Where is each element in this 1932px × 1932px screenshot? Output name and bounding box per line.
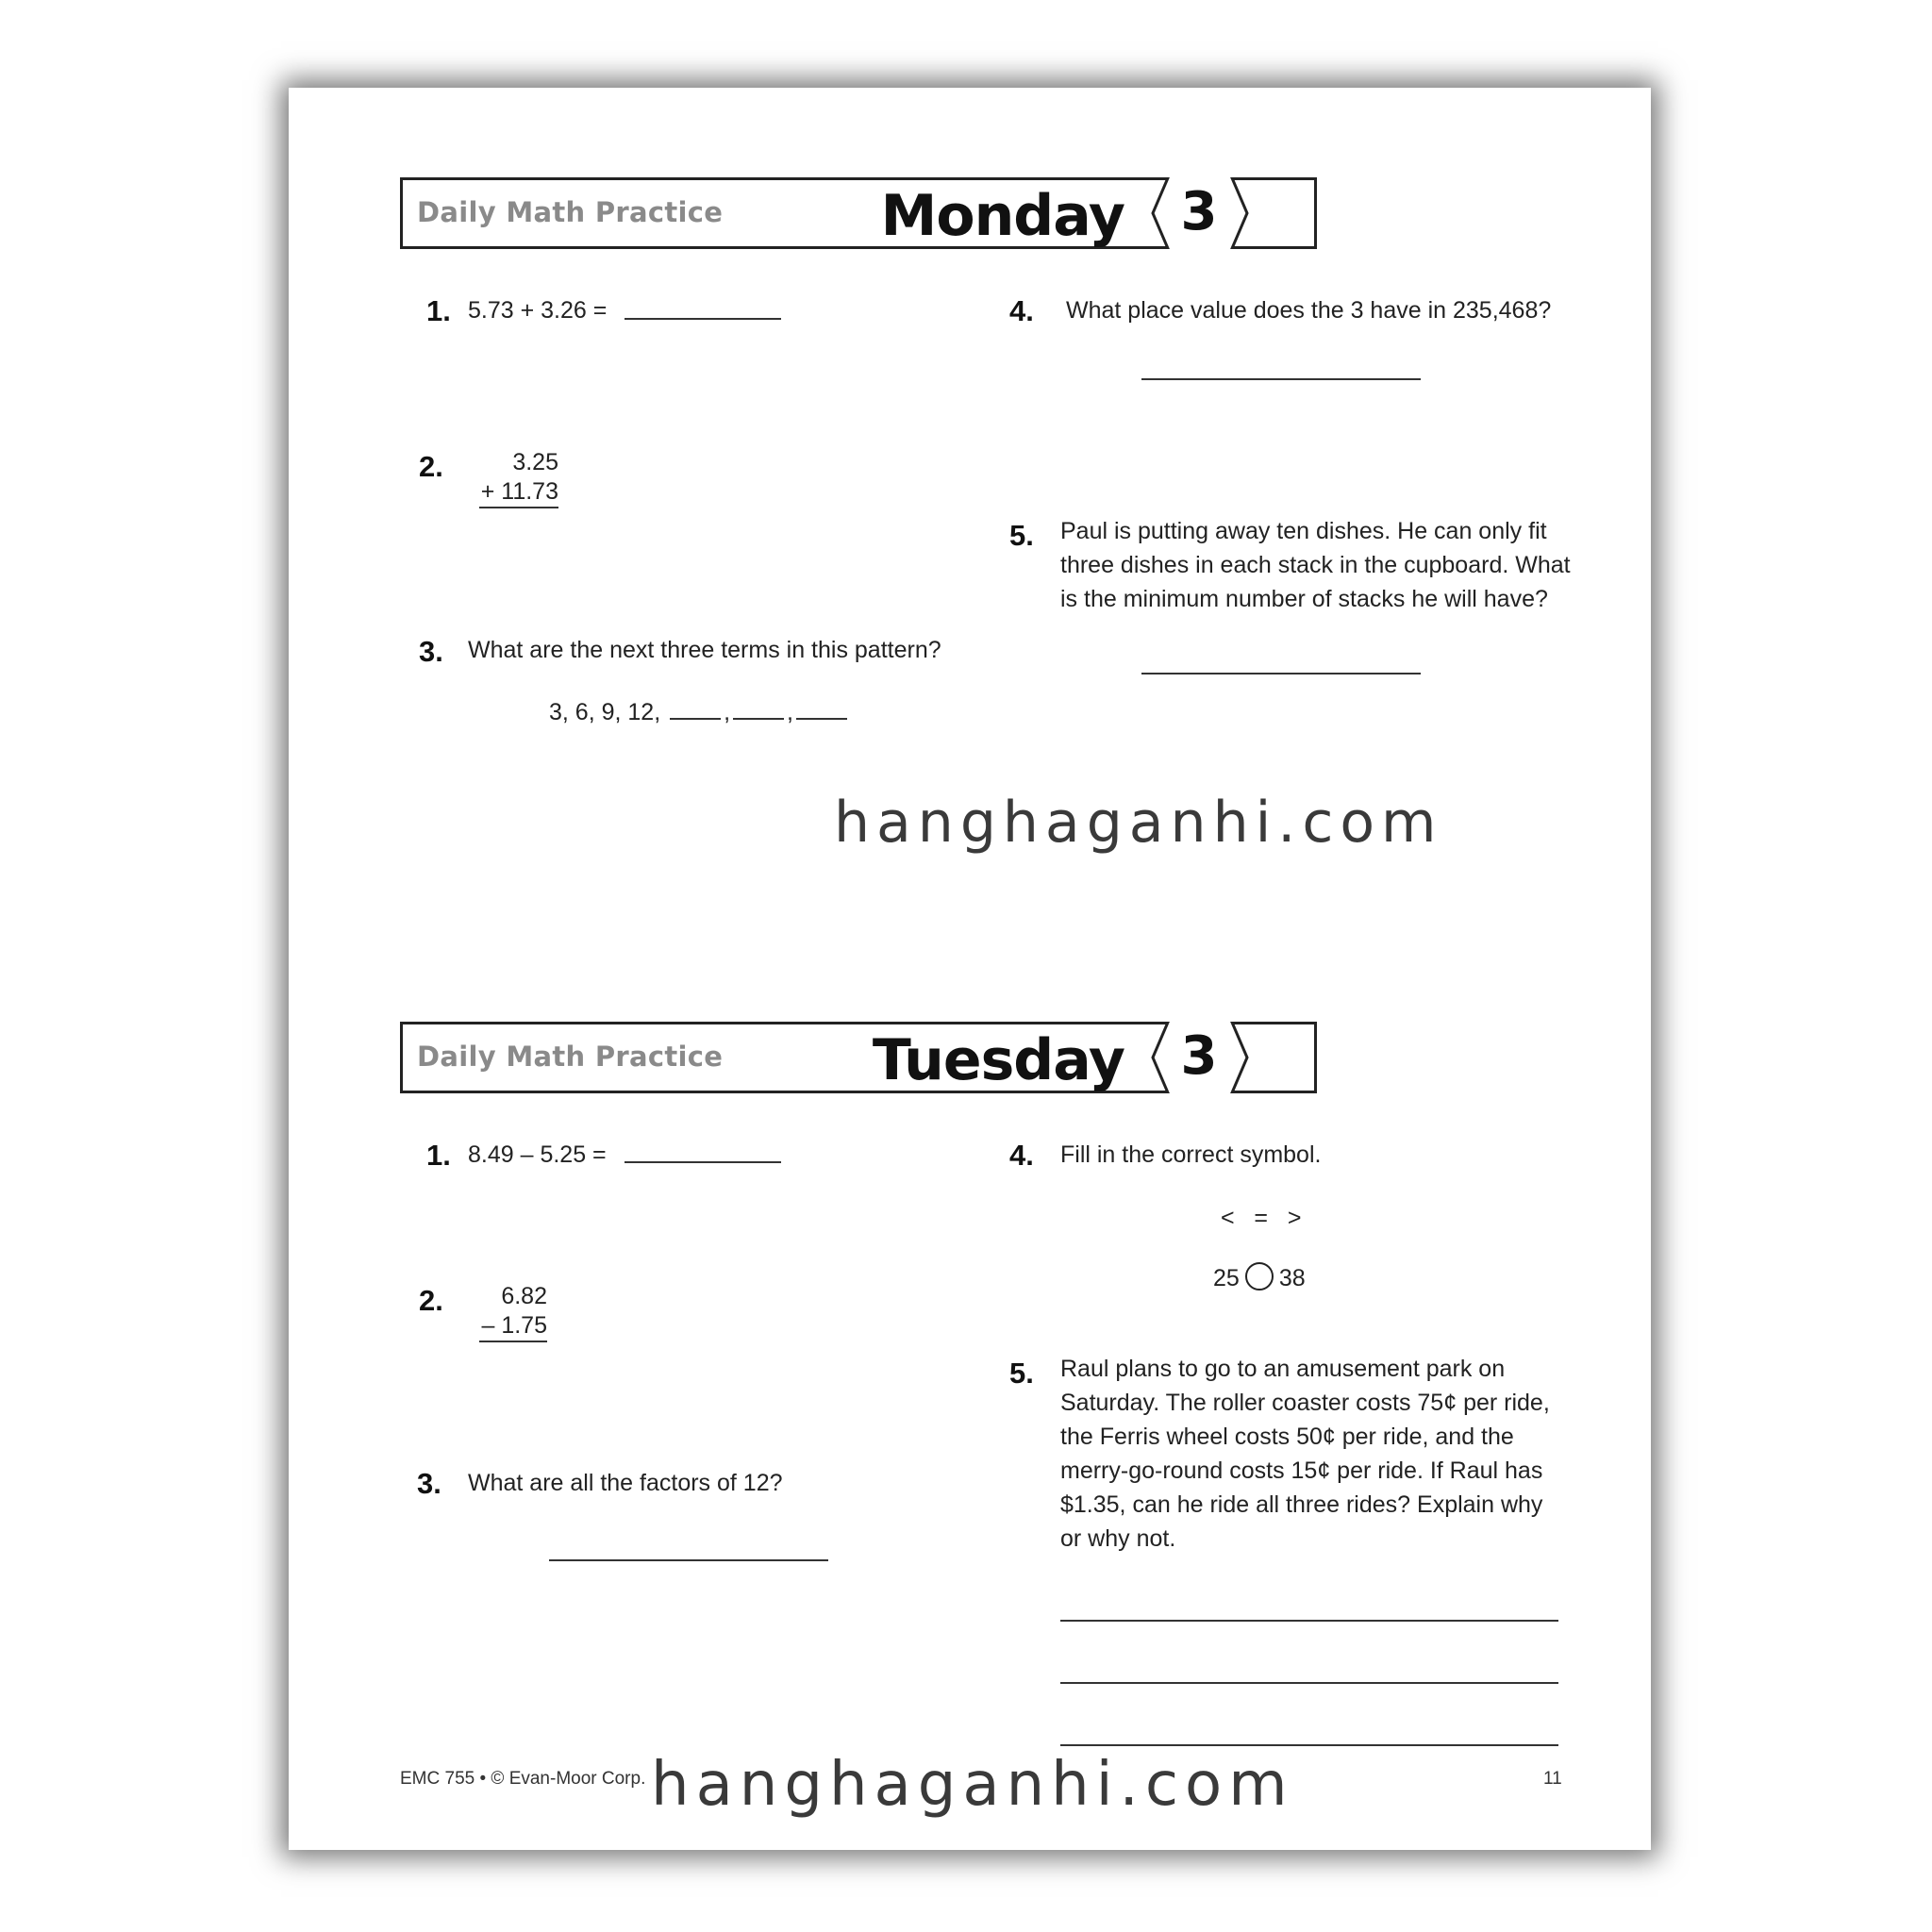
right-number: 38: [1278, 1265, 1306, 1291]
answer-line[interactable]: [1060, 1620, 1558, 1622]
question-text: 8.49 – 5.25 =: [468, 1141, 607, 1168]
text-line: $1.35, can he ride all three rides? Explain why: [1060, 1491, 1543, 1518]
week-number: 3: [1180, 181, 1218, 242]
question-number: 5.: [1009, 519, 1034, 552]
answer-line[interactable]: [1141, 673, 1421, 675]
brand-label: Daily Math Practice: [417, 196, 724, 228]
question-number: 1.: [426, 294, 451, 327]
subtrahend: – 1.75: [479, 1311, 547, 1342]
footer-copyright: EMC 755 • © Evan-Moor Corp.: [400, 1769, 646, 1789]
addend-top: 3.25: [512, 449, 558, 475]
text-line: Paul is putting away ten dishes. He can only fit: [1060, 518, 1547, 544]
question-text: Fill in the correct symbol.: [1060, 1141, 1322, 1168]
question-text: 5.73 + 3.26 =: [468, 297, 608, 324]
answer-line[interactable]: [1060, 1682, 1558, 1684]
comparison-row: [1213, 1261, 1306, 1295]
question-number: 4.: [1009, 1139, 1034, 1172]
question-number: 1.: [426, 1139, 451, 1172]
text-line: three dishes in each stack in the cupboard. What: [1060, 552, 1571, 578]
question-text: What place value does the 3 have in 235,468?: [1066, 297, 1552, 324]
question-number: 3.: [419, 635, 443, 668]
question-text: [1060, 1352, 1550, 1556]
text-line: merry-go-round costs 15¢ per ride. If Raul has: [1060, 1457, 1543, 1484]
addition-problem: [470, 448, 558, 508]
left-number: 25: [1213, 1265, 1240, 1291]
answer-line[interactable]: [1141, 378, 1421, 380]
text-line: is the minimum number of stacks he will have?: [1060, 586, 1548, 612]
answer-blank[interactable]: [733, 716, 784, 720]
week-number: 3: [1180, 1025, 1218, 1087]
day-title: Tuesday: [872, 1027, 1124, 1093]
worksheet-page: [289, 88, 1651, 1850]
subtraction-problem: [464, 1282, 547, 1342]
question-text: What are the next three terms in this pattern?: [468, 637, 941, 663]
text-line: Raul plans to go to an amusement park on: [1060, 1356, 1506, 1382]
question-number: 3.: [417, 1467, 441, 1500]
watermark-text: hanghaganhi.com: [651, 1750, 1294, 1820]
question-text: [1060, 514, 1571, 616]
question-number: 5.: [1009, 1357, 1034, 1390]
answer-blank[interactable]: [796, 716, 847, 720]
answer-line[interactable]: [1060, 1744, 1558, 1746]
text-line: Saturday. The roller coaster costs 75¢ per ride,: [1060, 1390, 1550, 1416]
pattern-terms: 3, 6, 9, 12,: [549, 699, 661, 725]
page-number: 11: [1543, 1769, 1562, 1789]
answer-circle[interactable]: [1245, 1262, 1274, 1291]
tuesday-header: [400, 1022, 1317, 1093]
monday-header: [400, 177, 1317, 249]
answer-blank[interactable]: [670, 716, 721, 720]
answer-line[interactable]: [549, 1559, 828, 1561]
question-number: 4.: [1009, 294, 1034, 327]
question-number: 2.: [419, 1284, 443, 1317]
question-number: 2.: [419, 450, 443, 483]
text-line: the Ferris wheel costs 50¢ per ride, and the: [1060, 1424, 1514, 1450]
brand-label: Daily Math Practice: [417, 1041, 724, 1073]
addend-bottom: + 11.73: [479, 477, 558, 508]
answer-line[interactable]: [625, 1161, 781, 1163]
day-title: Monday: [880, 183, 1124, 249]
text-line: or why not.: [1060, 1525, 1176, 1552]
question-text: What are all the factors of 12?: [468, 1470, 783, 1496]
minuend: 6.82: [501, 1283, 547, 1309]
pattern-row: 3, 6, 9, 12, , ,: [549, 695, 850, 729]
symbol-choices: < = >: [1221, 1205, 1302, 1231]
watermark-text: hanghaganhi.com: [834, 790, 1443, 856]
answer-line[interactable]: [625, 318, 781, 320]
